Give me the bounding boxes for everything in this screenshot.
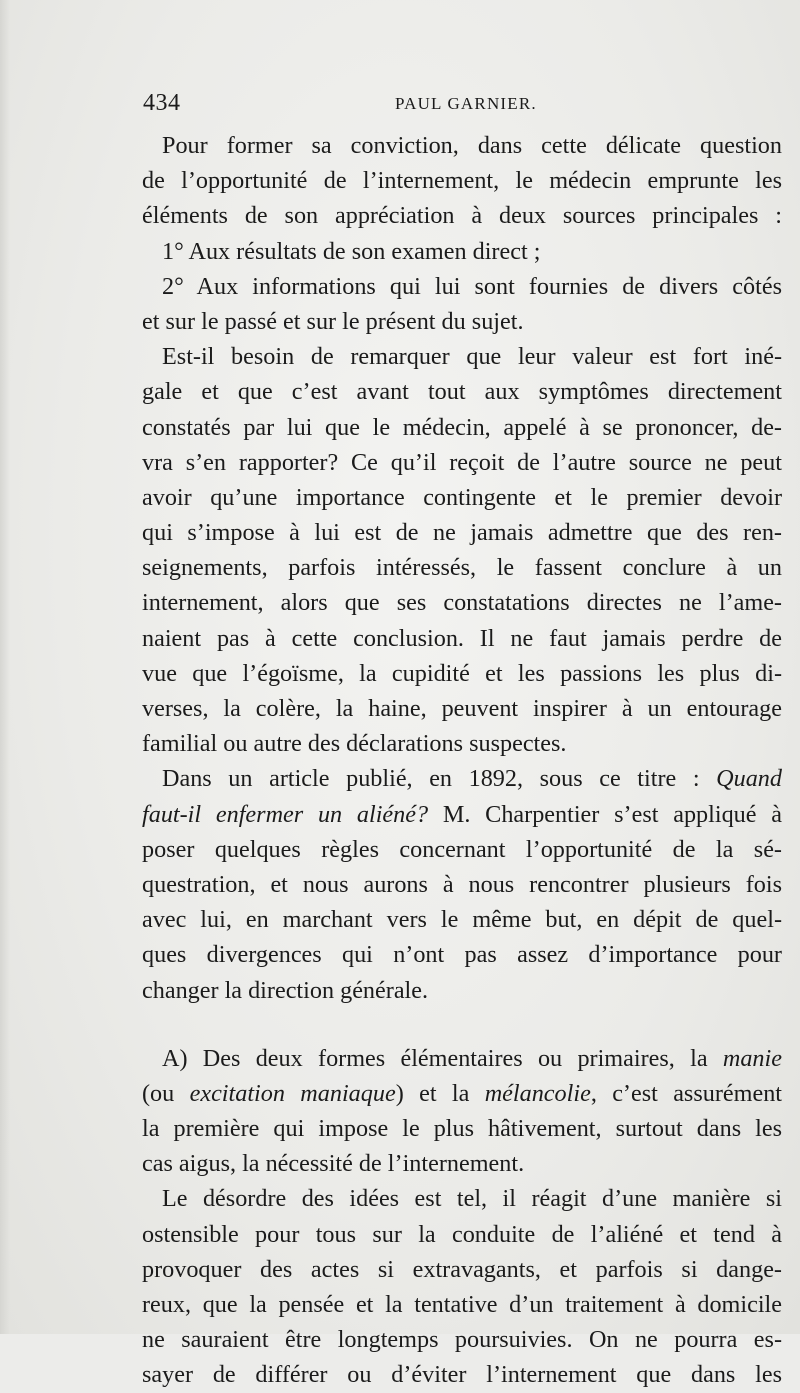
text-line: naient pas à cette conclusion. Il ne faut jamais perdre de [142, 624, 782, 652]
text-line: ques divergences qui n’ont pas assez d’importance pour [142, 941, 782, 969]
italic-phrase: Quand [716, 765, 782, 793]
page-number: 434 [143, 90, 181, 116]
italic-phrase: manie [722, 1044, 782, 1072]
text-line: qui s’impose à lui est de ne jamais admettre que des ren- [142, 519, 782, 547]
text-line: Pour former sa conviction, dans cette délicate question [162, 132, 782, 159]
text-line: sayer de différer ou d’éviter l’internement que dans les [142, 1361, 782, 1389]
italic-phrase: faut-il enfermer un aliéné? [142, 800, 429, 828]
text-line: seignements, parfois intéressés, le fassent conclure à un [142, 554, 782, 582]
text-line: 2° Aux informations qui lui sont fournies de divers côtés [162, 272, 782, 300]
page-edge-shadow [0, 0, 10, 1334]
section-gap [142, 1008, 782, 1041]
text-line: avec lui, en marchant vers le même but, en dépit de quel- [142, 906, 782, 934]
text-line: familial ou autre des déclarations suspectes. [142, 730, 567, 758]
text-line: vue que l’égoïsme, la cupidité et les passions les plus di- [142, 659, 782, 687]
text-line: provoquer des actes si extravagants, et parfois si dange- [142, 1255, 782, 1283]
text-line: internement, alors que ses constatations directes ne l’ame- [142, 589, 782, 617]
text-line: (ou excitation maniaque) et la mélancolie, c’est assurément [142, 1079, 783, 1107]
body-text [142, 128, 782, 1393]
running-head [143, 90, 783, 120]
text-line: ne sauraient être longtemps poursuivies. On ne pourra es- [142, 1326, 782, 1354]
text-line: faut-il enfermer un aliéné? M. Charpentier s’est appliqué à [142, 800, 782, 828]
text-line: la première qui impose le plus hâtivement, surtout dans les [142, 1115, 782, 1143]
text-line: A) Des deux formes élémentaires ou primaires, la manie [162, 1044, 782, 1072]
text-line: vra s’en rapporter? Ce qu’il reçoit de l’autre source ne peut [142, 448, 782, 476]
text-line: gale et que c’est avant tout aux symptômes directement [142, 378, 782, 406]
text-line: de l’opportunité de l’internement, le médecin emprunte les [142, 167, 782, 195]
text-line: Dans un article publié, en 1892, sous ce titre : Quand [162, 765, 782, 793]
text-line: éléments de son appréciation à deux sources principales : [142, 202, 782, 230]
text-line: Est-il besoin de remarquer que leur valeur est fort iné- [162, 343, 782, 371]
text-line: cas aigus, la nécessité de l’internement. [142, 1150, 525, 1178]
text-line: constatés par lui que le médecin, appelé à se prononcer, de- [142, 413, 782, 441]
text-line: reux, que la pensée et la tentative d’un traitement à domicile [142, 1291, 782, 1318]
text-line: changer la direction générale. [142, 976, 429, 1004]
text-line: 1° Aux résultats de son examen direct ; [162, 237, 541, 265]
running-title: PAUL GARNIER. [395, 94, 537, 113]
text-line: verses, la colère, la haine, peuvent inspirer à un entourage [142, 695, 782, 722]
text-line: Le désordre des idées est tel, il réagit d’une manière si [162, 1185, 782, 1213]
text-line: avoir qu’une importance contingente et le premier devoir [142, 483, 782, 511]
text-line: et sur le passé et sur le présent du sujet. [142, 307, 524, 335]
italic-phrase: excitation maniaque [189, 1079, 396, 1107]
text-line: questration, et nous aurons à nous rencontrer plusieurs fois [142, 870, 782, 898]
text-line: poser quelques règles concernant l’opportunité de la sé- [142, 835, 782, 863]
italic-phrase: mélancolie [484, 1079, 591, 1107]
text-line: ostensible pour tous sur la conduite de l’aliéné et tend à [142, 1220, 782, 1248]
